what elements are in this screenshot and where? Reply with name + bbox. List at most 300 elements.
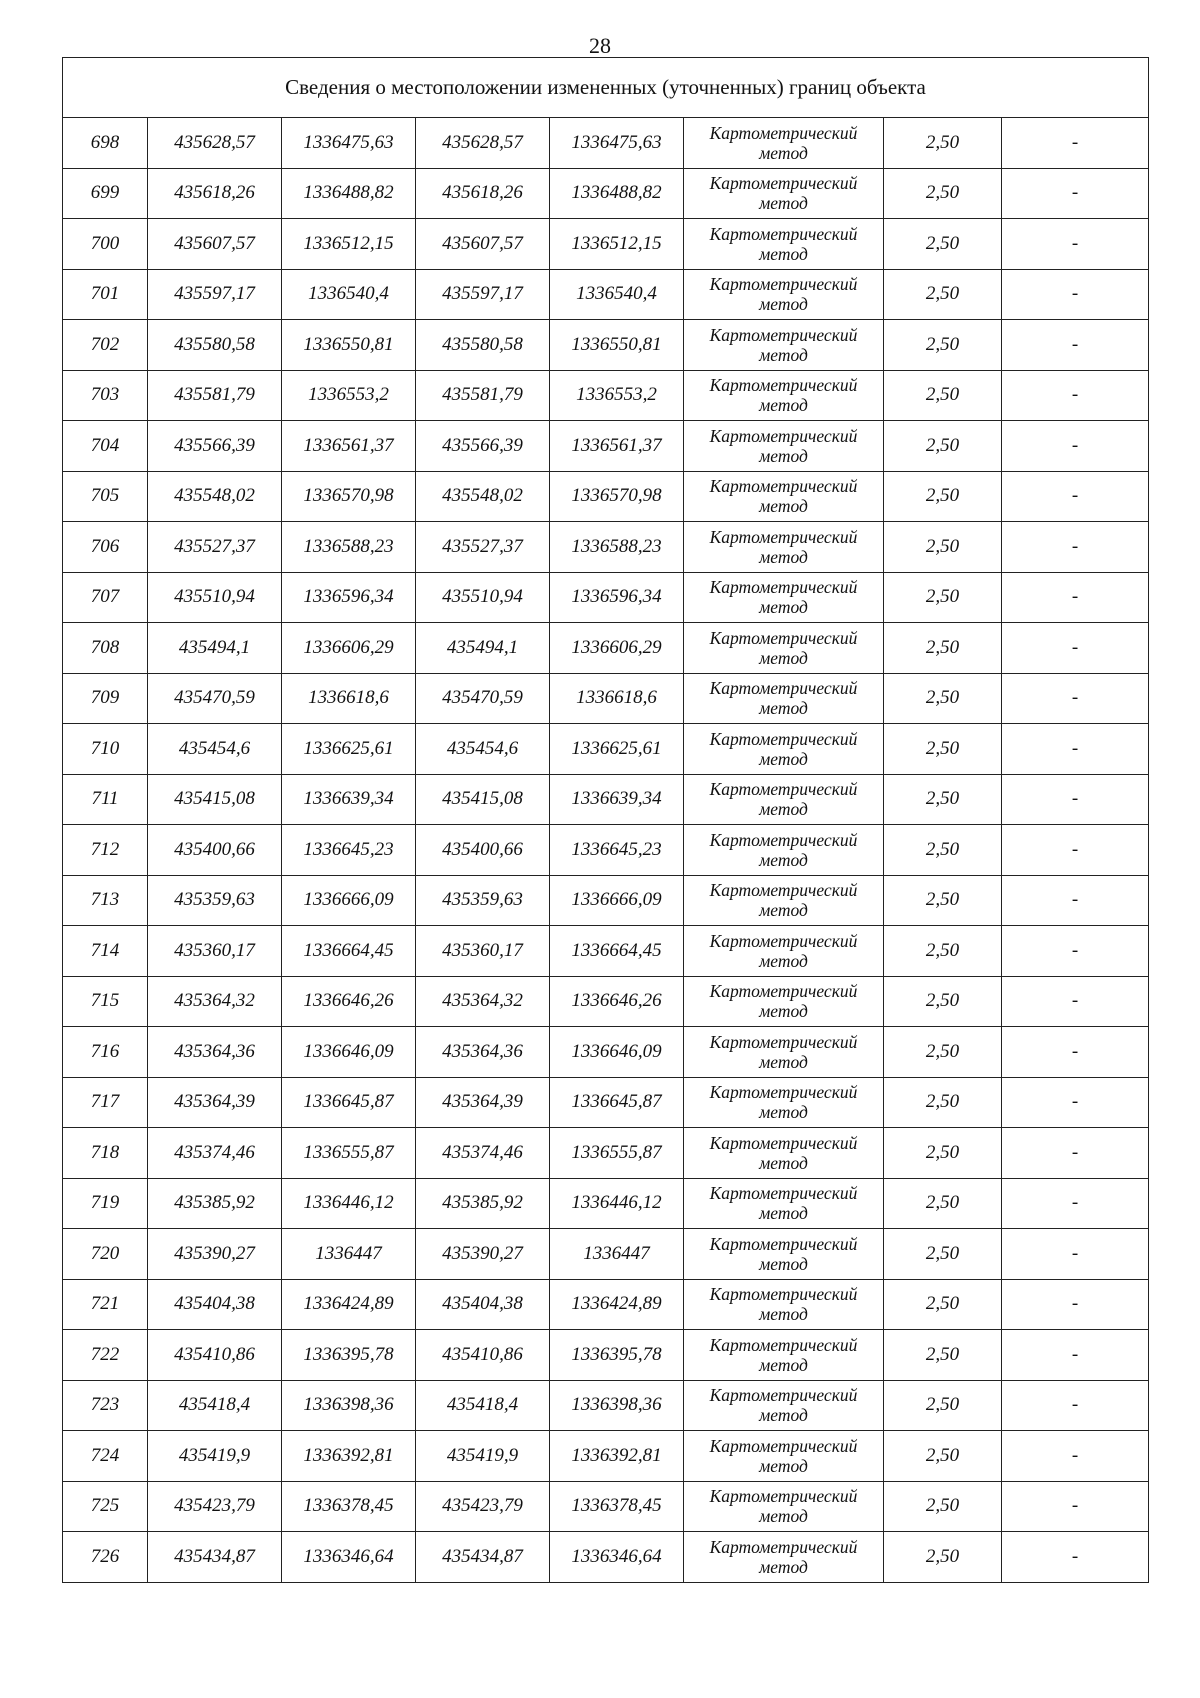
- method-text: Картометрический: [709, 577, 858, 598]
- accuracy-cell: 2,50: [884, 168, 1002, 219]
- refined-x-cell: 435527,37: [416, 522, 550, 573]
- refined-x-cell: 435470,59: [416, 673, 550, 724]
- method-text: метод: [759, 849, 808, 870]
- method-cell: [684, 572, 884, 623]
- method-cell: [684, 623, 884, 674]
- refined-x-cell: 435548,02: [416, 471, 550, 522]
- existing-x-cell: 435454,6: [148, 724, 282, 775]
- table-row: [63, 1128, 1149, 1179]
- accuracy-cell: 2,50: [884, 1431, 1002, 1482]
- existing-y-cell: 1336395,78: [282, 1330, 416, 1381]
- refined-x-cell: 435360,17: [416, 926, 550, 977]
- point-number-cell: 700: [63, 219, 148, 270]
- accuracy-cell: 2,50: [884, 976, 1002, 1027]
- existing-y-cell: 1336540,4: [282, 269, 416, 320]
- point-number-cell: 703: [63, 370, 148, 421]
- refined-x-cell: 435404,38: [416, 1279, 550, 1330]
- refined-y-cell: 1336625,61: [550, 724, 684, 775]
- point-number-cell: 719: [63, 1178, 148, 1229]
- method-cell: [684, 1178, 884, 1229]
- method-text: Картометрический: [709, 223, 858, 244]
- table-row: [63, 976, 1149, 1027]
- existing-y-cell: 1336606,29: [282, 623, 416, 674]
- point-number-cell: 711: [63, 774, 148, 825]
- accuracy-cell: 2,50: [884, 926, 1002, 977]
- table-row: [63, 118, 1149, 169]
- existing-y-cell: 1336639,34: [282, 774, 416, 825]
- accuracy-cell: 2,50: [884, 724, 1002, 775]
- note-cell: -: [1002, 471, 1149, 522]
- refined-x-cell: 435581,79: [416, 370, 550, 421]
- existing-x-cell: 435364,36: [148, 1027, 282, 1078]
- method-text: Картометрический: [709, 1132, 858, 1153]
- method-text: Картометрический: [709, 880, 858, 901]
- refined-y-cell: 1336540,4: [550, 269, 684, 320]
- point-number-cell: 715: [63, 976, 148, 1027]
- accuracy-cell: 2,50: [884, 118, 1002, 169]
- method-text: Картометрический: [709, 1031, 858, 1052]
- note-cell: -: [1002, 522, 1149, 573]
- method-text: Картометрический: [709, 1082, 858, 1103]
- method-cell: [684, 421, 884, 472]
- refined-x-cell: 435510,94: [416, 572, 550, 623]
- refined-y-cell: 1336596,34: [550, 572, 684, 623]
- accuracy-cell: 2,50: [884, 1279, 1002, 1330]
- refined-x-cell: 435374,46: [416, 1128, 550, 1179]
- method-text: метод: [759, 1102, 808, 1123]
- refined-y-cell: 1336398,36: [550, 1380, 684, 1431]
- existing-y-cell: 1336555,87: [282, 1128, 416, 1179]
- method-cell: [684, 1380, 884, 1431]
- existing-x-cell: 435470,59: [148, 673, 282, 724]
- existing-x-cell: 435527,37: [148, 522, 282, 573]
- point-number-cell: 718: [63, 1128, 148, 1179]
- method-text: Картометрический: [709, 779, 858, 800]
- table-row: [63, 421, 1149, 472]
- method-cell: [684, 724, 884, 775]
- method-text: метод: [759, 1051, 808, 1072]
- existing-y-cell: 1336378,45: [282, 1481, 416, 1532]
- point-number-cell: 714: [63, 926, 148, 977]
- accuracy-cell: 2,50: [884, 1077, 1002, 1128]
- method-text: метод: [759, 1506, 808, 1527]
- table-row: [63, 1481, 1149, 1532]
- existing-x-cell: 435410,86: [148, 1330, 282, 1381]
- table-row: [63, 623, 1149, 674]
- refined-y-cell: 1336570,98: [550, 471, 684, 522]
- method-text: метод: [759, 1455, 808, 1476]
- method-cell: [684, 219, 884, 270]
- point-number-cell: 702: [63, 320, 148, 371]
- method-text: Картометрический: [709, 173, 858, 194]
- refined-y-cell: 1336606,29: [550, 623, 684, 674]
- existing-y-cell: 1336398,36: [282, 1380, 416, 1431]
- existing-x-cell: 435434,87: [148, 1532, 282, 1583]
- point-number-cell: 726: [63, 1532, 148, 1583]
- note-cell: -: [1002, 219, 1149, 270]
- existing-x-cell: 435374,46: [148, 1128, 282, 1179]
- point-number-cell: 704: [63, 421, 148, 472]
- refined-x-cell: 435494,1: [416, 623, 550, 674]
- method-text: метод: [759, 647, 808, 668]
- note-cell: -: [1002, 168, 1149, 219]
- note-cell: -: [1002, 1178, 1149, 1229]
- accuracy-cell: 2,50: [884, 1178, 1002, 1229]
- point-number-cell: 698: [63, 118, 148, 169]
- refined-y-cell: 1336392,81: [550, 1431, 684, 1482]
- refined-y-cell: 1336475,63: [550, 118, 684, 169]
- note-cell: -: [1002, 1380, 1149, 1431]
- point-number-cell: 707: [63, 572, 148, 623]
- point-number-cell: 717: [63, 1077, 148, 1128]
- refined-y-cell: 1336588,23: [550, 522, 684, 573]
- refined-y-cell: 1336550,81: [550, 320, 684, 371]
- table-row: [63, 471, 1149, 522]
- table-row: [63, 774, 1149, 825]
- point-number-cell: 706: [63, 522, 148, 573]
- accuracy-cell: 2,50: [884, 421, 1002, 472]
- method-text: метод: [759, 1203, 808, 1224]
- existing-x-cell: 435494,1: [148, 623, 282, 674]
- method-text: Картометрический: [709, 526, 858, 547]
- table-row: [63, 370, 1149, 421]
- refined-y-cell: 1336646,09: [550, 1027, 684, 1078]
- existing-y-cell: 1336596,34: [282, 572, 416, 623]
- existing-y-cell: 1336553,2: [282, 370, 416, 421]
- point-number-cell: 721: [63, 1279, 148, 1330]
- refined-y-cell: 1336639,34: [550, 774, 684, 825]
- refined-y-cell: 1336645,87: [550, 1077, 684, 1128]
- accuracy-cell: 2,50: [884, 219, 1002, 270]
- existing-y-cell: 1336512,15: [282, 219, 416, 270]
- boundary-coordinates-table: [62, 57, 1149, 1583]
- method-text: метод: [759, 1253, 808, 1274]
- refined-y-cell: 1336424,89: [550, 1279, 684, 1330]
- note-cell: -: [1002, 320, 1149, 371]
- existing-y-cell: 1336625,61: [282, 724, 416, 775]
- method-text: Картометрический: [709, 930, 858, 951]
- note-cell: -: [1002, 825, 1149, 876]
- method-cell: [684, 1330, 884, 1381]
- accuracy-cell: 2,50: [884, 572, 1002, 623]
- method-text: Картометрический: [709, 728, 858, 749]
- point-number-cell: 723: [63, 1380, 148, 1431]
- refined-y-cell: 1336378,45: [550, 1481, 684, 1532]
- method-text: Картометрический: [709, 627, 858, 648]
- note-cell: -: [1002, 269, 1149, 320]
- method-cell: [684, 1077, 884, 1128]
- method-text: Картометрический: [709, 1334, 858, 1355]
- existing-x-cell: 435385,92: [148, 1178, 282, 1229]
- refined-x-cell: 435390,27: [416, 1229, 550, 1280]
- existing-x-cell: 435404,38: [148, 1279, 282, 1330]
- method-text: Картометрический: [709, 476, 858, 497]
- method-cell: [684, 370, 884, 421]
- existing-x-cell: 435597,17: [148, 269, 282, 320]
- existing-x-cell: 435581,79: [148, 370, 282, 421]
- table-row: [63, 1431, 1149, 1482]
- method-text: Картометрический: [709, 1284, 858, 1305]
- method-text: метод: [759, 142, 808, 163]
- method-text: метод: [759, 395, 808, 416]
- accuracy-cell: 2,50: [884, 875, 1002, 926]
- accuracy-cell: 2,50: [884, 623, 1002, 674]
- method-cell: [684, 976, 884, 1027]
- method-text: метод: [759, 1405, 808, 1426]
- method-cell: [684, 269, 884, 320]
- existing-y-cell: 1336550,81: [282, 320, 416, 371]
- refined-x-cell: 435364,39: [416, 1077, 550, 1128]
- table-row: [63, 522, 1149, 573]
- note-cell: -: [1002, 1128, 1149, 1179]
- note-cell: -: [1002, 118, 1149, 169]
- accuracy-cell: 2,50: [884, 1532, 1002, 1583]
- existing-x-cell: 435607,57: [148, 219, 282, 270]
- refined-x-cell: 435423,79: [416, 1481, 550, 1532]
- refined-y-cell: 1336446,12: [550, 1178, 684, 1229]
- method-text: метод: [759, 1152, 808, 1173]
- note-cell: -: [1002, 623, 1149, 674]
- existing-x-cell: 435566,39: [148, 421, 282, 472]
- existing-y-cell: 1336475,63: [282, 118, 416, 169]
- method-cell: [684, 168, 884, 219]
- note-cell: -: [1002, 673, 1149, 724]
- method-text: Картометрический: [709, 829, 858, 850]
- existing-x-cell: 435360,17: [148, 926, 282, 977]
- method-text: Картометрический: [709, 425, 858, 446]
- method-text: метод: [759, 748, 808, 769]
- accuracy-cell: 2,50: [884, 825, 1002, 876]
- refined-x-cell: 435359,63: [416, 875, 550, 926]
- method-text: Картометрический: [709, 324, 858, 345]
- refined-y-cell: 1336447: [550, 1229, 684, 1280]
- existing-y-cell: 1336645,23: [282, 825, 416, 876]
- existing-y-cell: 1336645,87: [282, 1077, 416, 1128]
- refined-y-cell: 1336395,78: [550, 1330, 684, 1381]
- existing-x-cell: 435510,94: [148, 572, 282, 623]
- existing-y-cell: 1336646,09: [282, 1027, 416, 1078]
- note-cell: -: [1002, 875, 1149, 926]
- method-cell: [684, 522, 884, 573]
- note-cell: -: [1002, 774, 1149, 825]
- note-cell: -: [1002, 1279, 1149, 1330]
- method-text: Картометрический: [709, 1385, 858, 1406]
- existing-x-cell: 435419,9: [148, 1431, 282, 1482]
- method-cell: [684, 1532, 884, 1583]
- method-cell: [684, 1027, 884, 1078]
- method-cell: [684, 118, 884, 169]
- method-cell: [684, 1128, 884, 1179]
- point-number-cell: 724: [63, 1431, 148, 1482]
- method-text: Картометрический: [709, 678, 858, 699]
- existing-x-cell: 435364,32: [148, 976, 282, 1027]
- table-row: [63, 320, 1149, 371]
- note-cell: -: [1002, 1027, 1149, 1078]
- refined-x-cell: 435410,86: [416, 1330, 550, 1381]
- point-number-cell: 709: [63, 673, 148, 724]
- accuracy-cell: 2,50: [884, 1481, 1002, 1532]
- table-row: [63, 875, 1149, 926]
- table-row: [63, 724, 1149, 775]
- refined-x-cell: 435364,32: [416, 976, 550, 1027]
- method-cell: [684, 1481, 884, 1532]
- point-number-cell: 708: [63, 623, 148, 674]
- refined-y-cell: 1336664,45: [550, 926, 684, 977]
- table-row: [63, 1027, 1149, 1078]
- method-text: метод: [759, 243, 808, 264]
- refined-x-cell: 435566,39: [416, 421, 550, 472]
- method-text: метод: [759, 799, 808, 820]
- note-cell: -: [1002, 1431, 1149, 1482]
- point-number-cell: 701: [63, 269, 148, 320]
- method-text: метод: [759, 1556, 808, 1577]
- existing-y-cell: 1336664,45: [282, 926, 416, 977]
- refined-y-cell: 1336666,09: [550, 875, 684, 926]
- refined-x-cell: 435618,26: [416, 168, 550, 219]
- note-cell: -: [1002, 1330, 1149, 1381]
- point-number-cell: 712: [63, 825, 148, 876]
- accuracy-cell: 2,50: [884, 370, 1002, 421]
- accuracy-cell: 2,50: [884, 1128, 1002, 1179]
- note-cell: -: [1002, 370, 1149, 421]
- point-number-cell: 705: [63, 471, 148, 522]
- method-text: Картометрический: [709, 1233, 858, 1254]
- refined-x-cell: 435364,36: [416, 1027, 550, 1078]
- refined-y-cell: 1336512,15: [550, 219, 684, 270]
- accuracy-cell: 2,50: [884, 1380, 1002, 1431]
- table-row: [63, 825, 1149, 876]
- note-cell: -: [1002, 724, 1149, 775]
- method-cell: [684, 1431, 884, 1482]
- existing-y-cell: 1336570,98: [282, 471, 416, 522]
- existing-y-cell: 1336424,89: [282, 1279, 416, 1330]
- table-row: [63, 1178, 1149, 1229]
- point-number-cell: 725: [63, 1481, 148, 1532]
- existing-x-cell: 435359,63: [148, 875, 282, 926]
- accuracy-cell: 2,50: [884, 774, 1002, 825]
- refined-x-cell: 435607,57: [416, 219, 550, 270]
- refined-x-cell: 435434,87: [416, 1532, 550, 1583]
- accuracy-cell: 2,50: [884, 673, 1002, 724]
- refined-x-cell: 435400,66: [416, 825, 550, 876]
- method-text: метод: [759, 1304, 808, 1325]
- existing-x-cell: 435415,08: [148, 774, 282, 825]
- existing-y-cell: 1336666,09: [282, 875, 416, 926]
- refined-y-cell: 1336646,26: [550, 976, 684, 1027]
- refined-x-cell: 435415,08: [416, 774, 550, 825]
- table-row: [63, 1077, 1149, 1128]
- existing-x-cell: 435400,66: [148, 825, 282, 876]
- method-text: Картометрический: [709, 122, 858, 143]
- point-number-cell: 699: [63, 168, 148, 219]
- method-text: метод: [759, 344, 808, 365]
- refined-x-cell: 435597,17: [416, 269, 550, 320]
- note-cell: -: [1002, 1532, 1149, 1583]
- existing-x-cell: 435364,39: [148, 1077, 282, 1128]
- refined-y-cell: 1336618,6: [550, 673, 684, 724]
- method-text: метод: [759, 546, 808, 567]
- method-text: метод: [759, 1001, 808, 1022]
- note-cell: -: [1002, 421, 1149, 472]
- table-row: [63, 1532, 1149, 1583]
- note-cell: -: [1002, 1481, 1149, 1532]
- method-cell: [684, 926, 884, 977]
- refined-y-cell: 1336645,23: [550, 825, 684, 876]
- note-cell: -: [1002, 572, 1149, 623]
- refined-y-cell: 1336553,2: [550, 370, 684, 421]
- accuracy-cell: 2,50: [884, 1330, 1002, 1381]
- existing-y-cell: 1336561,37: [282, 421, 416, 472]
- refined-x-cell: 435580,58: [416, 320, 550, 371]
- table-row: [63, 1330, 1149, 1381]
- note-cell: -: [1002, 926, 1149, 977]
- accuracy-cell: 2,50: [884, 269, 1002, 320]
- existing-y-cell: 1336588,23: [282, 522, 416, 573]
- existing-y-cell: 1336392,81: [282, 1431, 416, 1482]
- method-text: метод: [759, 950, 808, 971]
- method-text: Картометрический: [709, 1183, 858, 1204]
- accuracy-cell: 2,50: [884, 1027, 1002, 1078]
- existing-x-cell: 435618,26: [148, 168, 282, 219]
- table-row: [63, 1279, 1149, 1330]
- refined-x-cell: 435418,4: [416, 1380, 550, 1431]
- refined-y-cell: 1336561,37: [550, 421, 684, 472]
- table-row: [63, 219, 1149, 270]
- point-number-cell: 713: [63, 875, 148, 926]
- note-cell: -: [1002, 976, 1149, 1027]
- table-title: Сведения о местоположении измененных (уточненных) границ объекта: [63, 58, 1149, 118]
- accuracy-cell: 2,50: [884, 320, 1002, 371]
- point-number-cell: 720: [63, 1229, 148, 1280]
- table-row: [63, 1380, 1149, 1431]
- method-cell: [684, 825, 884, 876]
- note-cell: -: [1002, 1077, 1149, 1128]
- point-number-cell: 716: [63, 1027, 148, 1078]
- existing-x-cell: 435418,4: [148, 1380, 282, 1431]
- refined-x-cell: 435419,9: [416, 1431, 550, 1482]
- method-cell: [684, 1279, 884, 1330]
- refined-x-cell: 435628,57: [416, 118, 550, 169]
- existing-x-cell: 435548,02: [148, 471, 282, 522]
- existing-y-cell: 1336346,64: [282, 1532, 416, 1583]
- method-text: Картометрический: [709, 1486, 858, 1507]
- method-text: метод: [759, 193, 808, 214]
- refined-x-cell: 435385,92: [416, 1178, 550, 1229]
- existing-x-cell: 435628,57: [148, 118, 282, 169]
- method-text: метод: [759, 900, 808, 921]
- refined-y-cell: 1336555,87: [550, 1128, 684, 1179]
- method-text: Картометрический: [709, 981, 858, 1002]
- method-text: метод: [759, 294, 808, 315]
- method-cell: [684, 673, 884, 724]
- existing-y-cell: 1336446,12: [282, 1178, 416, 1229]
- table-row: [63, 673, 1149, 724]
- existing-y-cell: 1336488,82: [282, 168, 416, 219]
- existing-x-cell: 435423,79: [148, 1481, 282, 1532]
- existing-x-cell: 435580,58: [148, 320, 282, 371]
- table-row: [63, 168, 1149, 219]
- existing-y-cell: 1336447: [282, 1229, 416, 1280]
- method-text: метод: [759, 698, 808, 719]
- point-number-cell: 710: [63, 724, 148, 775]
- method-cell: [684, 1229, 884, 1280]
- method-text: метод: [759, 597, 808, 618]
- method-text: метод: [759, 1354, 808, 1375]
- table-row: [63, 926, 1149, 977]
- table-body: [63, 118, 1149, 1583]
- accuracy-cell: 2,50: [884, 1229, 1002, 1280]
- method-cell: [684, 774, 884, 825]
